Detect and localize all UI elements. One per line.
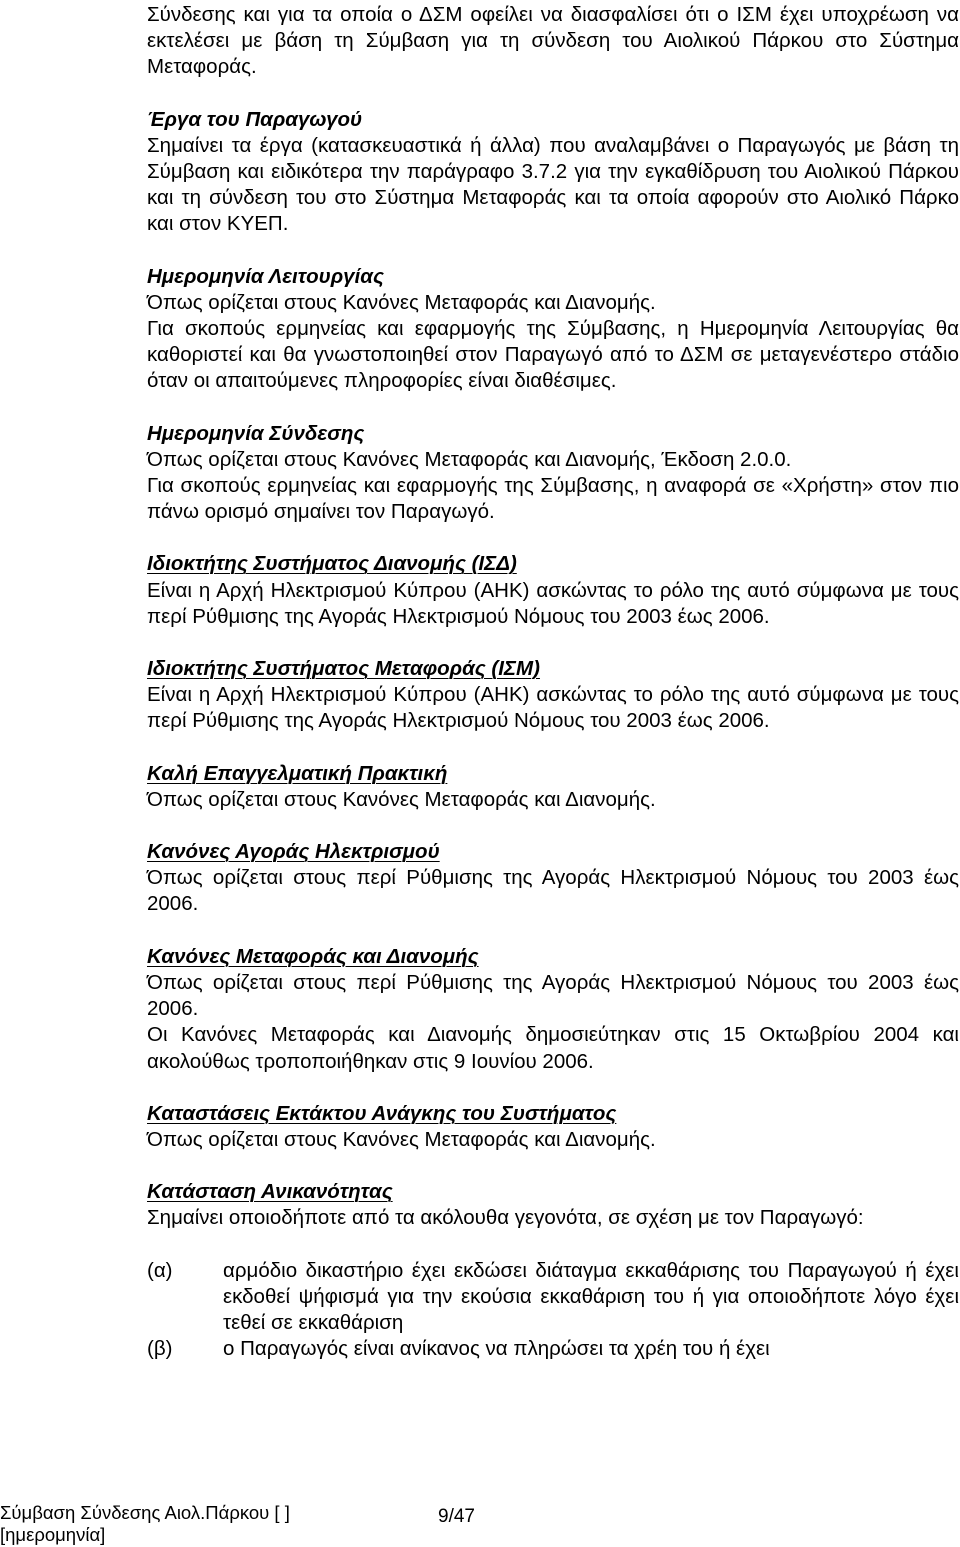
definition-connection-date-note: Για σκοπούς ερμηνείας και εφαρμογής της Σύμβασης, η αναφορά σε «Χρήστη» στον πιο πάνω ορισμό σημαίνει τον Παραγωγό. <box>147 474 959 524</box>
definition-incapacity-state: Σημαίνει οποιοδήποτε από τα ακόλουθα γεγονότα, σε σχέση με τον Παραγωγό: <box>147 1206 864 1230</box>
footer-doc-title-line1: Σύμβαση Σύνδεσης Αιολ.Πάρκου [ ] <box>0 1502 290 1523</box>
footer-doc-date: [ημερομηνία] <box>0 1524 106 1545</box>
list-item-label: (α) <box>147 1258 173 1282</box>
definition-producer-works: Σημαίνει τα έργα (κατασκευαστικά ή άλλα) που αναλαμβάνει ο Παραγωγός με βάση τη Σύμβαση και ειδικότερα την παράγραφο 3.7.2 για την εγκαθίδρυση του Αιολικού Πάρκου και τη σύνδεση του στο Σύστημα Μεταφοράς και τα οποία αφορούν στο Αιολικό Πάρκο και στον ΚΥΕΠ. <box>147 133 959 236</box>
definition-market-rules: Όπως ορίζεται στους περί Ρύθμισης της Αγοράς Ηλεκτρισμού Νόμους του 2003 έως 2006. <box>147 866 959 916</box>
page-number: 9/47 <box>438 1506 475 1527</box>
list-item <box>147 1336 959 1362</box>
definition-transmission-distribution-rules-note: Οι Κανόνες Μεταφοράς και Διανομής δημοσιεύτηκαν στις 15 Οκτωβρίου 2004 και ακολούθως τροποποιήθηκαν στις 9 Ιουνίου 2006. <box>147 1023 959 1073</box>
document-body <box>147 2 959 1362</box>
incapacity-list <box>147 1258 959 1363</box>
definition-operation-date-note: Για σκοπούς ερμηνείας και εφαρμογής της Σύμβασης, η Ημερομηνία Λειτουργίας θα καθοριστεί και θα γνωστοποιηθεί στον Παραγωγό από το ΔΣΜ σε μεταγενέστερο στάδιο όταν οι απαιτούμενες πληροφορίες είναι διαθέσιμες. <box>147 317 959 393</box>
heading-connection-date: Ημερομηνία Σύνδεσης <box>147 421 365 445</box>
heading-good-practice: Καλή Επαγγελματική Πρακτική <box>147 761 448 785</box>
definition-emergency-states: Όπως ορίζεται στους Κανόνες Μεταφοράς και Διανομής. <box>147 1127 656 1151</box>
definition-good-practice: Όπως ορίζεται στους Κανόνες Μεταφοράς και Διανομής. <box>147 787 656 811</box>
list-item-text: αρμόδιο δικαστήριο έχει εκδώσει διάταγμα εκκαθάρισης του Παραγωγού ή έχει εκδοθεί ψήφισμά για την εκούσια εκκαθάριση του ή για οποιοδήποτε λόγο έχει τεθεί σε εκκαθάριση <box>223 1258 959 1334</box>
heading-emergency-states: Καταστάσεις Εκτάκτου Ανάγκης του Συστήματος <box>147 1101 617 1125</box>
list-item <box>147 1258 959 1337</box>
definition-operation-date: Όπως ορίζεται στους Κανόνες Μεταφοράς και Διανομής. <box>147 290 656 314</box>
heading-transmission-owner: Ιδιοκτήτης Συστήματος Μεταφοράς (ΙΣΜ) <box>147 657 540 681</box>
heading-transmission-distribution-rules: Κανόνες Μεταφοράς και Διανομής <box>147 944 479 968</box>
definition-transmission-distribution-rules: Όπως ορίζεται στους περί Ρύθμισης της Αγοράς Ηλεκτρισμού Νόμους του 2003 έως 2006. <box>147 970 959 1021</box>
definition-connection-date: Όπως ορίζεται στους Κανόνες Μεταφοράς και Διανομής, Έκδοση 2.0.0. <box>147 447 792 471</box>
footer-doc-title <box>0 1502 290 1546</box>
heading-incapacity-state: Κατάσταση Ανικανότητας <box>147 1180 393 1204</box>
list-item-text: ο Παραγωγός είναι ανίκανος να πληρώσει τα χρέη του ή έχει <box>223 1337 770 1361</box>
intro-paragraph: Σύνδεσης και για τα οποία ο ΔΣΜ οφείλει να διασφαλίσει ότι ο ΙΣΜ έχει υποχρέωση να εκτελέσει με βάση τη Σύμβαση για τη σύνδεση του Αιολικού Πάρκου στο Σύστημα Μεταφοράς. <box>147 3 959 79</box>
heading-market-rules: Κανόνες Αγοράς Ηλεκτρισμού <box>147 840 440 864</box>
list-item-label: (β) <box>147 1337 173 1361</box>
definition-distribution-owner: Είναι η Αρχή Ηλεκτρισμού Κύπρου (ΑΗΚ) ασκώντας το ρόλο της αυτό σύμφωνα με τους περί Ρύθμισης της Αγοράς Ηλεκτρισμού Νόμους του 2003 έως 2006. <box>147 578 959 628</box>
definition-transmission-owner: Είναι η Αρχή Ηλεκτρισμού Κύπρου (ΑΗΚ) ασκώντας το ρόλο της αυτό σύμφωνα με τους περί Ρύθμισης της Αγοράς Ηλεκτρισμού Νόμους του 2003 έως 2006. <box>147 683 959 733</box>
heading-operation-date: Ημερομηνία Λειτουργίας <box>147 264 384 288</box>
heading-producer-works: Έργα του Παραγωγού <box>147 107 363 131</box>
heading-distribution-owner: Ιδιοκτήτης Συστήματος Διανομής (ΙΣΔ) <box>147 552 517 576</box>
